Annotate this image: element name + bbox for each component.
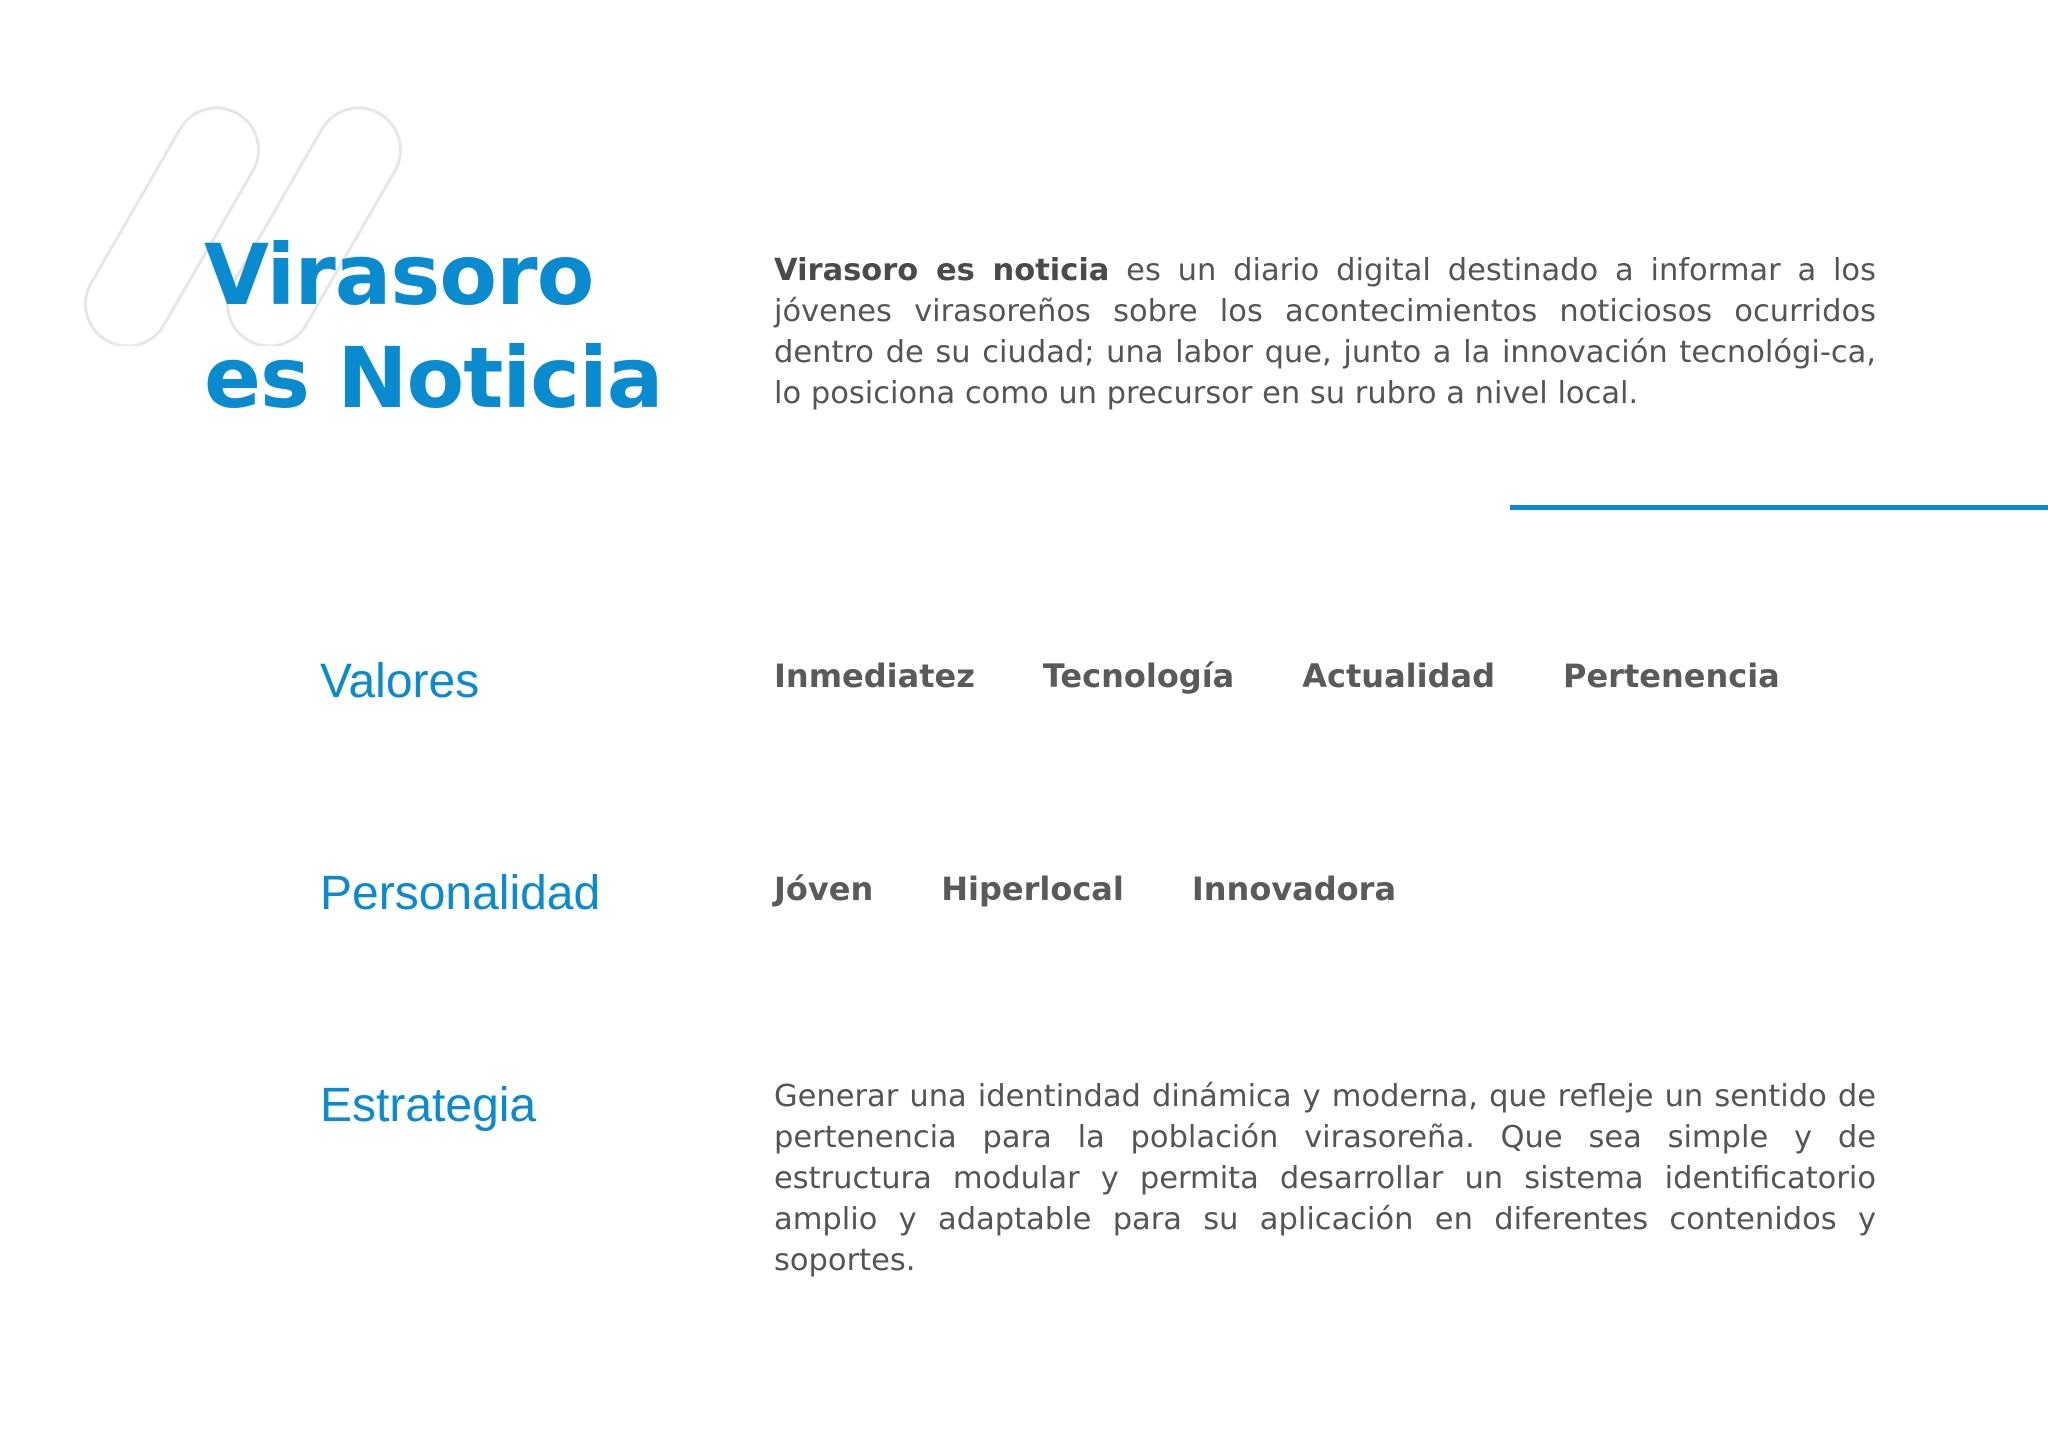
intro-paragraph xyxy=(774,250,1876,414)
personalidad-item: Hiperlocal xyxy=(941,870,1124,908)
valores-item: Actualidad xyxy=(1302,657,1496,695)
section-label-valores: Valores xyxy=(320,655,480,708)
personalidad-item: Innovadora xyxy=(1191,870,1397,908)
personalidad-list xyxy=(774,869,1396,909)
section-label-estrategia: Estrategia xyxy=(320,1079,537,1132)
accent-divider xyxy=(1510,505,2048,510)
page-title xyxy=(204,224,662,430)
title-line-2: es Noticia xyxy=(204,329,663,427)
title-line-1: Virasoro xyxy=(204,226,594,324)
valores-list xyxy=(774,656,1780,696)
personalidad-item: Jóven xyxy=(774,870,874,908)
valores-item: Tecnología xyxy=(1042,657,1235,695)
intro-lead: Virasoro es noticia xyxy=(774,253,1110,288)
valores-item: Pertenencia xyxy=(1563,657,1780,695)
intro-body: es un diario digital destinado a informar a los jóvenes virasoreños sobre los acontecimientos noticiosos ocurridos dentro de su ciudad; una labor que, junto a la innovación tecnológi-ca, lo posiciona como un precursor en su rubro a nivel local. xyxy=(774,253,1876,411)
section-label-personalidad: Personalidad xyxy=(320,867,601,920)
estrategia-paragraph: Generar una identindad dinámica y moderna, que refleje un sentido de pertenencia para la población virasoreña. Que sea simple y de estructura modular y permita desarrollar un sistema identificatorio amplio y adaptable para su aplicación en diferentes contenidos y soportes. xyxy=(774,1079,1876,1278)
valores-item: Inmediatez xyxy=(774,657,975,695)
